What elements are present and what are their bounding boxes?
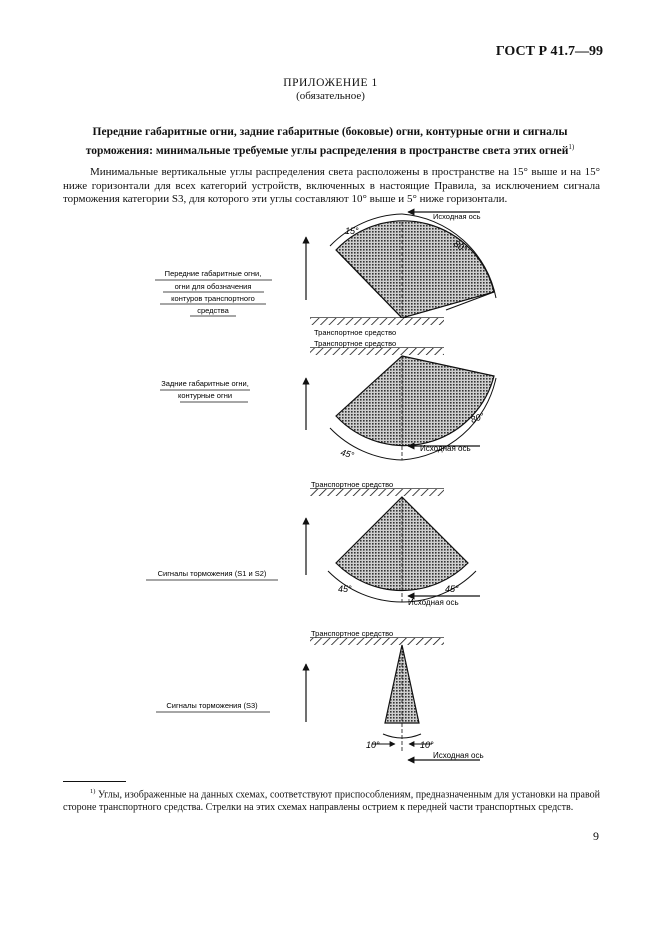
intro-paragraph: Минимальные вертикальные углы распределения света расположены в пространстве на 15° выше и на 15° ниже горизонтали для всех категорий устройств, включенных в настоящие Правила, за исключением сигнала торможения категории S3, для которого эти углы составляют 10° выше и 5° ниже горизонтали. — [63, 166, 600, 205]
panel-label-line: контуров транспортного — [171, 294, 255, 303]
panel-stop-lamps-s3 — [156, 629, 484, 760]
angle-left-label: 10° — [366, 740, 380, 750]
appendix-title: ПРИЛОЖЕНИЕ 1 — [283, 77, 378, 89]
angle-right-label: 80° — [469, 410, 486, 425]
footnote-reference[interactable]: 1) — [568, 143, 575, 151]
panel-label-line: Передние габаритные огни, — [164, 269, 262, 278]
panel-stop-lamps-s1-s2 — [146, 480, 480, 607]
angle-right-label: 80° — [451, 238, 469, 255]
light-sector — [336, 221, 494, 318]
footnote-text: Углы, изображенные на данных схемах, соответствуют приспособлениям, предназначенным для установки на правой стороне транспортного средства. Стрелки на этих схемах направлены острием к передней части транспортных средств. — [63, 789, 600, 813]
reference-axis-label: Исходная ось — [408, 598, 459, 607]
vehicle-body-hatch — [310, 638, 444, 645]
footnote-marker: 1) — [90, 788, 96, 795]
document-code: ГОСТ Р 41.7—99 — [495, 44, 603, 59]
panel-label-line: средства — [197, 306, 229, 315]
appendix-note: (обязательное) — [296, 90, 365, 102]
footnote — [63, 786, 600, 814]
panel-label-line: Сигналы торможения (S3) — [166, 701, 258, 710]
panel-label-line: огни для обозначения — [174, 282, 252, 291]
vehicle-label: Транспортное средство — [311, 629, 394, 638]
angle-left-label: 45° — [339, 447, 356, 461]
vehicle-label: Транспортное средство — [314, 339, 397, 348]
vehicle-label: Транспортное средство — [311, 480, 394, 489]
light-sector — [336, 356, 494, 446]
angle-right-label: 45° — [445, 584, 459, 594]
heading-line-2: торможения: минимальные требуемые углы распределения в пространстве света этих огней — [85, 144, 569, 157]
footnote-rule — [63, 781, 126, 782]
panel-label-line: контурные огни — [177, 391, 233, 400]
reference-axis-label: Исходная ось — [420, 444, 471, 453]
vehicle-body-hatch — [310, 348, 444, 355]
angle-right-label: 10° — [420, 740, 434, 750]
panel-rear-position-lamps — [160, 339, 496, 461]
panel-label-line: Сигналы торможения (S1 и S2) — [157, 569, 267, 578]
vehicle-label: Транспортное средство — [314, 328, 397, 337]
page-number: 9 — [593, 829, 599, 843]
reference-axis-label: Исходная ось — [433, 212, 481, 221]
panel-front-position-lamps — [155, 212, 496, 337]
vehicle-body-hatch — [310, 489, 444, 496]
vehicle-body-hatch — [310, 318, 444, 325]
panel-label-line: Задние габаритные огни, — [161, 379, 249, 388]
angle-left-label: 15° — [345, 226, 359, 236]
heading-line-1: Передние габаритные огни, задние габаритные (боковые) огни, контурные огни и сигналы — [92, 126, 568, 138]
angle-left-label: 45° — [338, 584, 352, 594]
reference-axis-label: Исходная ось — [433, 751, 484, 760]
